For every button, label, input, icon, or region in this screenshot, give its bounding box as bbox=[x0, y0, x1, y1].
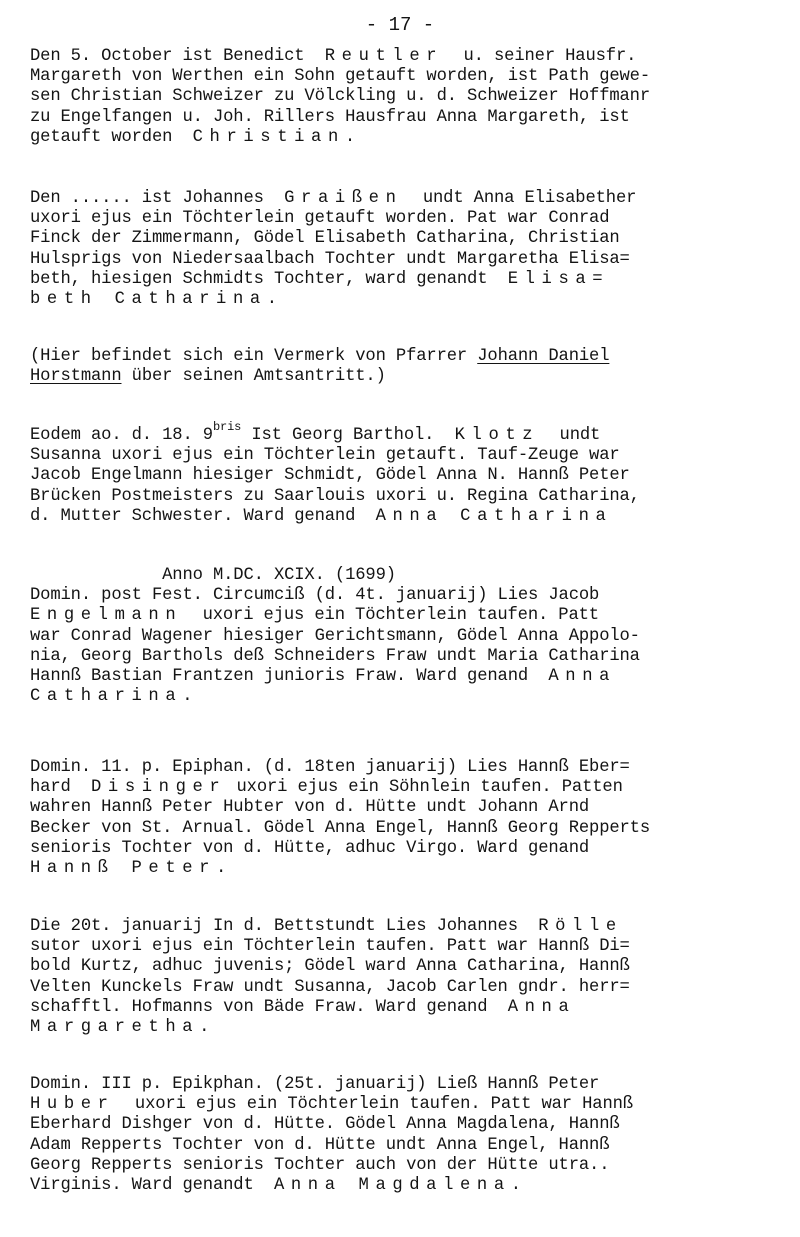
text-segment: zu Engelfangen u. Joh. Rillers Hausfrau Anna Margareth, ist bbox=[30, 107, 630, 127]
text-segment: Susanna uxori ejus ein Töchterlein getauft. Tauf-Zeuge war bbox=[30, 446, 620, 466]
text-line bbox=[30, 1095, 780, 1115]
text-line bbox=[30, 647, 780, 667]
spaced-name: Hannß Peter. bbox=[30, 858, 233, 878]
text-segment: undt bbox=[539, 426, 601, 445]
register-entry bbox=[30, 189, 780, 310]
text-segment: Margareth von Werthen ein Sohn getauft worden, ist Path gewe- bbox=[30, 67, 651, 87]
text-segment: uxori ejus ein Söhnlein taufen. Patten bbox=[226, 778, 623, 798]
text-segment: d. Mutter Schwester. Ward genand bbox=[30, 506, 376, 526]
text-line bbox=[30, 819, 780, 839]
spaced-name: Engelmann bbox=[30, 606, 183, 626]
text-segment: Eodem ao. d. 18. 9 bbox=[30, 426, 213, 445]
text-line bbox=[30, 566, 780, 586]
text-line bbox=[30, 189, 780, 209]
text-line bbox=[30, 270, 780, 290]
underlined-name: Horstmann bbox=[30, 367, 122, 387]
text-segment: Finck der Zimmermann, Gödel Elisabeth Catharina, Christian bbox=[30, 229, 620, 249]
text-line bbox=[30, 1156, 780, 1176]
register-entry bbox=[30, 566, 780, 707]
text-segment: uxori ejus ein Töchterlein taufen. Patt war Hannß bbox=[114, 1095, 633, 1115]
text-line bbox=[30, 758, 780, 778]
text-segment: bold Kurtz, adhuc juvenis; Gödel ward Anna Catharina, Hannß bbox=[30, 957, 630, 977]
text-segment: getauft worden bbox=[30, 127, 193, 147]
text-line bbox=[30, 1115, 780, 1135]
spaced-name: Anna bbox=[548, 666, 617, 686]
text-segment: Domin. III p. Epikphan. (25t. januarij) Ließ Hannß Peter bbox=[30, 1075, 600, 1094]
text-segment: senioris Tochter von d. Hütte, adhuc Virgo. Ward genand bbox=[30, 838, 590, 858]
text-segment: Becker von St. Arnual. Gödel Anna Engel, Hannß Georg Repperts bbox=[30, 818, 651, 838]
text-segment: Domin. 11. p. Epiphan. (d. 18ten januarij) Lies Hannß Eber= bbox=[30, 758, 630, 777]
text-line bbox=[30, 859, 780, 879]
text-line bbox=[30, 1018, 780, 1038]
superscript: bris bbox=[212, 420, 242, 435]
spaced-name: Reutler bbox=[324, 47, 444, 66]
text-line bbox=[30, 937, 780, 957]
register-entry bbox=[30, 420, 780, 527]
text-segment: (Hier befindet sich ein Vermerk von Pfarrer bbox=[30, 347, 478, 366]
text-segment: Den 5. October ist Benedict bbox=[30, 47, 325, 66]
text-segment: Die 20t. januarij In d. Bettstundt Lies Johannes bbox=[30, 917, 539, 936]
text-segment: Domin. post Fest. Circumciß (d. 4t. januarij) Lies Jacob bbox=[30, 586, 600, 606]
text-segment: sen Christian Schweizer zu Völckling u. d. Schweizer Hoffmanr bbox=[30, 87, 651, 107]
text-line bbox=[30, 978, 780, 998]
spaced-name: Elisa= bbox=[507, 269, 610, 289]
register-entry bbox=[30, 1075, 780, 1196]
text-segment: über seinen Amtsantritt.) bbox=[121, 367, 386, 387]
text-segment: Den ...... ist Johannes bbox=[30, 189, 285, 208]
text-line bbox=[30, 687, 780, 707]
text-line bbox=[30, 487, 780, 507]
spaced-name: Catharina. bbox=[30, 687, 200, 707]
text-segment: schafftl. Hofmanns von Bäde Fraw. Ward genand bbox=[30, 997, 508, 1017]
text-line bbox=[30, 47, 780, 67]
spaced-name: Margaretha. bbox=[30, 1017, 217, 1037]
text-line bbox=[30, 128, 780, 148]
spaced-name: Klotz bbox=[454, 426, 540, 445]
text-segment: undt Anna Elisabether bbox=[402, 189, 637, 208]
text-segment: hard bbox=[30, 778, 91, 798]
text-line bbox=[30, 1075, 780, 1095]
spaced-name: Disinger bbox=[91, 778, 227, 798]
text-segment: Hulsprigs von Niedersaalbach Tochter undt Margaretha Elisa= bbox=[30, 249, 630, 269]
text-segment: nia, Georg Barthols deß Schneiders Fraw undt Maria Catharina bbox=[30, 646, 640, 666]
text-line bbox=[30, 778, 780, 798]
text-segment: Virginis. Ward genandt bbox=[30, 1175, 274, 1195]
text-line bbox=[30, 466, 780, 486]
text-line bbox=[30, 798, 780, 818]
register-entry bbox=[30, 47, 780, 148]
text-segment: Adam Repperts Tochter von d. Hütte undt Anna Engel, Hannß bbox=[30, 1135, 610, 1155]
text-line bbox=[30, 998, 780, 1018]
text-line bbox=[30, 347, 780, 367]
spaced-name: beth Catharina. bbox=[30, 289, 284, 309]
text-line bbox=[30, 606, 780, 626]
text-segment: u. seiner Hausfr. bbox=[443, 47, 637, 66]
text-line bbox=[30, 290, 780, 310]
text-line bbox=[30, 1136, 780, 1156]
text-segment: Velten Kunckels Fraw undt Susanna, Jacob Carlen gndr. herr= bbox=[30, 977, 630, 997]
text-line bbox=[30, 229, 780, 249]
spaced-name: Anna Catharina bbox=[375, 506, 613, 526]
text-segment: war Conrad Wagener hiesiger Gerichtsmann, Gödel Anna Appolo- bbox=[30, 626, 640, 646]
text-segment: Ist Georg Barthol. bbox=[241, 426, 455, 445]
text-line bbox=[30, 67, 780, 87]
text-line bbox=[30, 667, 780, 687]
text-line bbox=[30, 87, 780, 107]
register-entry bbox=[30, 917, 780, 1038]
text-line bbox=[30, 627, 780, 647]
text-segment: Brücken Postmeisters zu Saarlouis uxori u. Regina Catharina, bbox=[30, 486, 640, 506]
spaced-name: Rölle bbox=[538, 917, 623, 936]
text-line bbox=[30, 957, 780, 977]
text-segment: beth, hiesigen Schmidts Tochter, ward genandt bbox=[30, 269, 508, 289]
text-line bbox=[30, 209, 780, 229]
text-line bbox=[30, 420, 780, 446]
spaced-name: Christian. bbox=[192, 127, 362, 147]
register-entry bbox=[30, 758, 780, 879]
page-number: - 17 - bbox=[365, 14, 435, 36]
spaced-name: Huber bbox=[30, 1095, 115, 1115]
spaced-name: Anna Magdalena. bbox=[273, 1175, 528, 1195]
register-entry bbox=[30, 347, 780, 387]
text-segment: uxori ejus ein Töchterlein getauft worden. Pat war Conrad bbox=[30, 209, 610, 229]
spaced-name: Anna bbox=[507, 997, 576, 1017]
text-segment: Georg Repperts senioris Tochter auch von der Hütte utra.. bbox=[30, 1155, 610, 1175]
text-segment: wahren Hannß Peter Hubter von d. Hütte undt Johann Arnd bbox=[30, 798, 590, 818]
text-line bbox=[30, 586, 780, 606]
spaced-name: Graißen bbox=[284, 189, 403, 208]
text-line bbox=[30, 917, 780, 937]
text-segment: Jacob Engelmann hiesiger Schmidt, Gödel Anna N. Hannß Peter bbox=[30, 466, 630, 486]
text-segment: Eberhard Dishger von d. Hütte. Gödel Anna Magdalena, Hannß bbox=[30, 1115, 620, 1135]
text-segment: uxori ejus ein Töchterlein taufen. Patt bbox=[182, 606, 599, 626]
text-line bbox=[30, 108, 780, 128]
text-segment: sutor uxori ejus ein Töchterlein taufen. Patt war Hannß Di= bbox=[30, 937, 630, 957]
underlined-name: Johann Daniel bbox=[477, 347, 610, 366]
text-segment: Anno M.DC. XCIX. (1699) bbox=[30, 566, 396, 585]
text-line bbox=[30, 250, 780, 270]
text-line bbox=[30, 367, 780, 387]
text-segment: Hannß Bastian Frantzen junioris Fraw. Ward genand bbox=[30, 666, 549, 686]
text-line bbox=[30, 1176, 780, 1196]
text-line bbox=[30, 507, 780, 527]
text-line bbox=[30, 839, 780, 859]
text-line bbox=[30, 446, 780, 466]
